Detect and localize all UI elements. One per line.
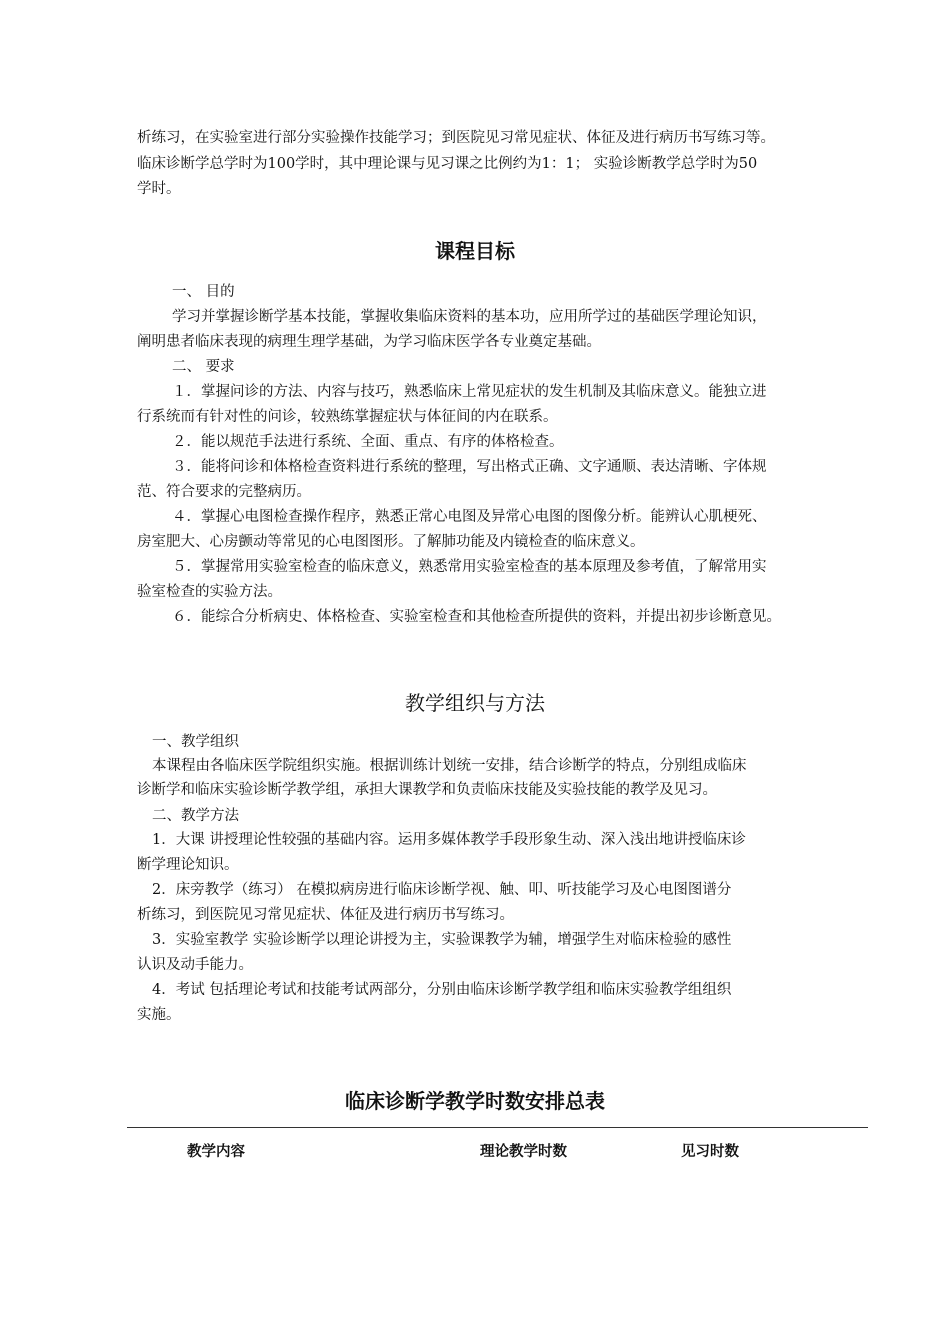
requirement-line: 房室肥大、心房颤动等常见的心电图图形。了解肺功能及内镜检查的临床意义。 bbox=[137, 534, 645, 550]
method-line: 2．床旁教学（练习） 在模拟病房进行临床诊断学视、触、叩、听技能学习及心电图图谱分 bbox=[152, 882, 732, 898]
method-line: 实施。 bbox=[137, 1007, 181, 1023]
method-line: 3．实验室教学 实验诊断学以理论讲授为主，实验课教学为辅，增强学生对临床检验的感性 bbox=[152, 932, 732, 948]
intro-line: 析练习，在实验室进行部分实验操作技能学习；到医院见习常见症状、体征及进行病历书写练习等。 bbox=[137, 130, 775, 146]
method-line: 4．考试 包括理论考试和技能考试两部分，分别由临床诊断学教学组和临床实验教学组组织 bbox=[152, 982, 732, 998]
purpose-heading: 一、 目的 bbox=[172, 284, 235, 300]
requirement-line: ５．掌握常用实验室检查的临床意义，熟悉常用实验室检查的基本原理及参考值，了解常用实 bbox=[172, 559, 767, 575]
org-line: 本课程由各临床医学院组织实施。根据训练计划统一安排，结合诊断学的特点，分别组成临床 bbox=[152, 758, 747, 774]
requirement-line: ３．能将问诊和体格检查资料进行系统的整理，写出格式正确、文字通顺、表达清晰、字体规 bbox=[172, 459, 767, 475]
method-heading: 二、教学方法 bbox=[152, 808, 239, 824]
org-line: 诊断学和临床实验诊断学教学组，承担大课教学和负责临床技能及实验技能的教学及见习。 bbox=[137, 782, 717, 798]
requirement-line: ４．掌握心电图检查操作程序，熟悉正常心电图及异常心电图的图像分析。能辨认心肌梗死、 bbox=[172, 509, 767, 525]
column-header-theory-hours: 理论教学时数 bbox=[480, 1144, 567, 1160]
requirement-line: 行系统而有针对性的问诊，较熟练掌握症状与体征间的内在联系。 bbox=[137, 409, 558, 425]
column-header-content: 教学内容 bbox=[187, 1144, 245, 1160]
purpose-line: 阐明患者临床表现的病理生理学基础，为学习临床医学各专业奠定基础。 bbox=[137, 334, 601, 350]
method-line: 析练习，到医院见习常见症状、体征及进行病历书写练习。 bbox=[137, 907, 514, 923]
method-line: 1．大课 讲授理论性较强的基础内容。运用多媒体教学手段形象生动、深入浅出地讲授临床诊 bbox=[152, 832, 746, 848]
requirements-heading: 二、 要求 bbox=[172, 359, 235, 375]
requirement-line: ６．能综合分析病史、体格检查、实验室检查和其他检查所提供的资料，并提出初步诊断意见。 bbox=[172, 609, 781, 625]
schedule-title: 临床诊断学教学时数安排总表 bbox=[345, 1089, 605, 1113]
intro-line: 临床诊断学总学时为100学时，其中理论课与见习课之比例约为1：1； 实验诊断教学总学时为50 bbox=[137, 156, 758, 172]
method-line: 认识及动手能力。 bbox=[137, 957, 253, 973]
purpose-line: 学习并掌握诊断学基本技能，掌握收集临床资料的基本功，应用所学过的基础医学理论知识， bbox=[172, 309, 767, 325]
requirement-line: 范、符合要求的完整病历。 bbox=[137, 484, 311, 500]
requirement-line: 验室检查的实验方法。 bbox=[137, 584, 282, 600]
org-heading: 一、教学组织 bbox=[152, 734, 239, 750]
method-line: 断学理论知识。 bbox=[137, 857, 239, 873]
column-header-practice-hours: 见习时数 bbox=[681, 1144, 739, 1160]
goals-title: 课程目标 bbox=[435, 239, 515, 263]
intro-line: 学时。 bbox=[137, 181, 181, 197]
requirement-line: ２．能以规范手法进行系统、全面、重点、有序的体格检查。 bbox=[172, 434, 564, 450]
requirement-line: １．掌握问诊的方法、内容与技巧，熟悉临床上常见症状的发生机制及其临床意义。能独立进 bbox=[172, 384, 767, 400]
table-top-rule bbox=[127, 1127, 868, 1128]
teaching-title: 教学组织与方法 bbox=[405, 691, 545, 715]
